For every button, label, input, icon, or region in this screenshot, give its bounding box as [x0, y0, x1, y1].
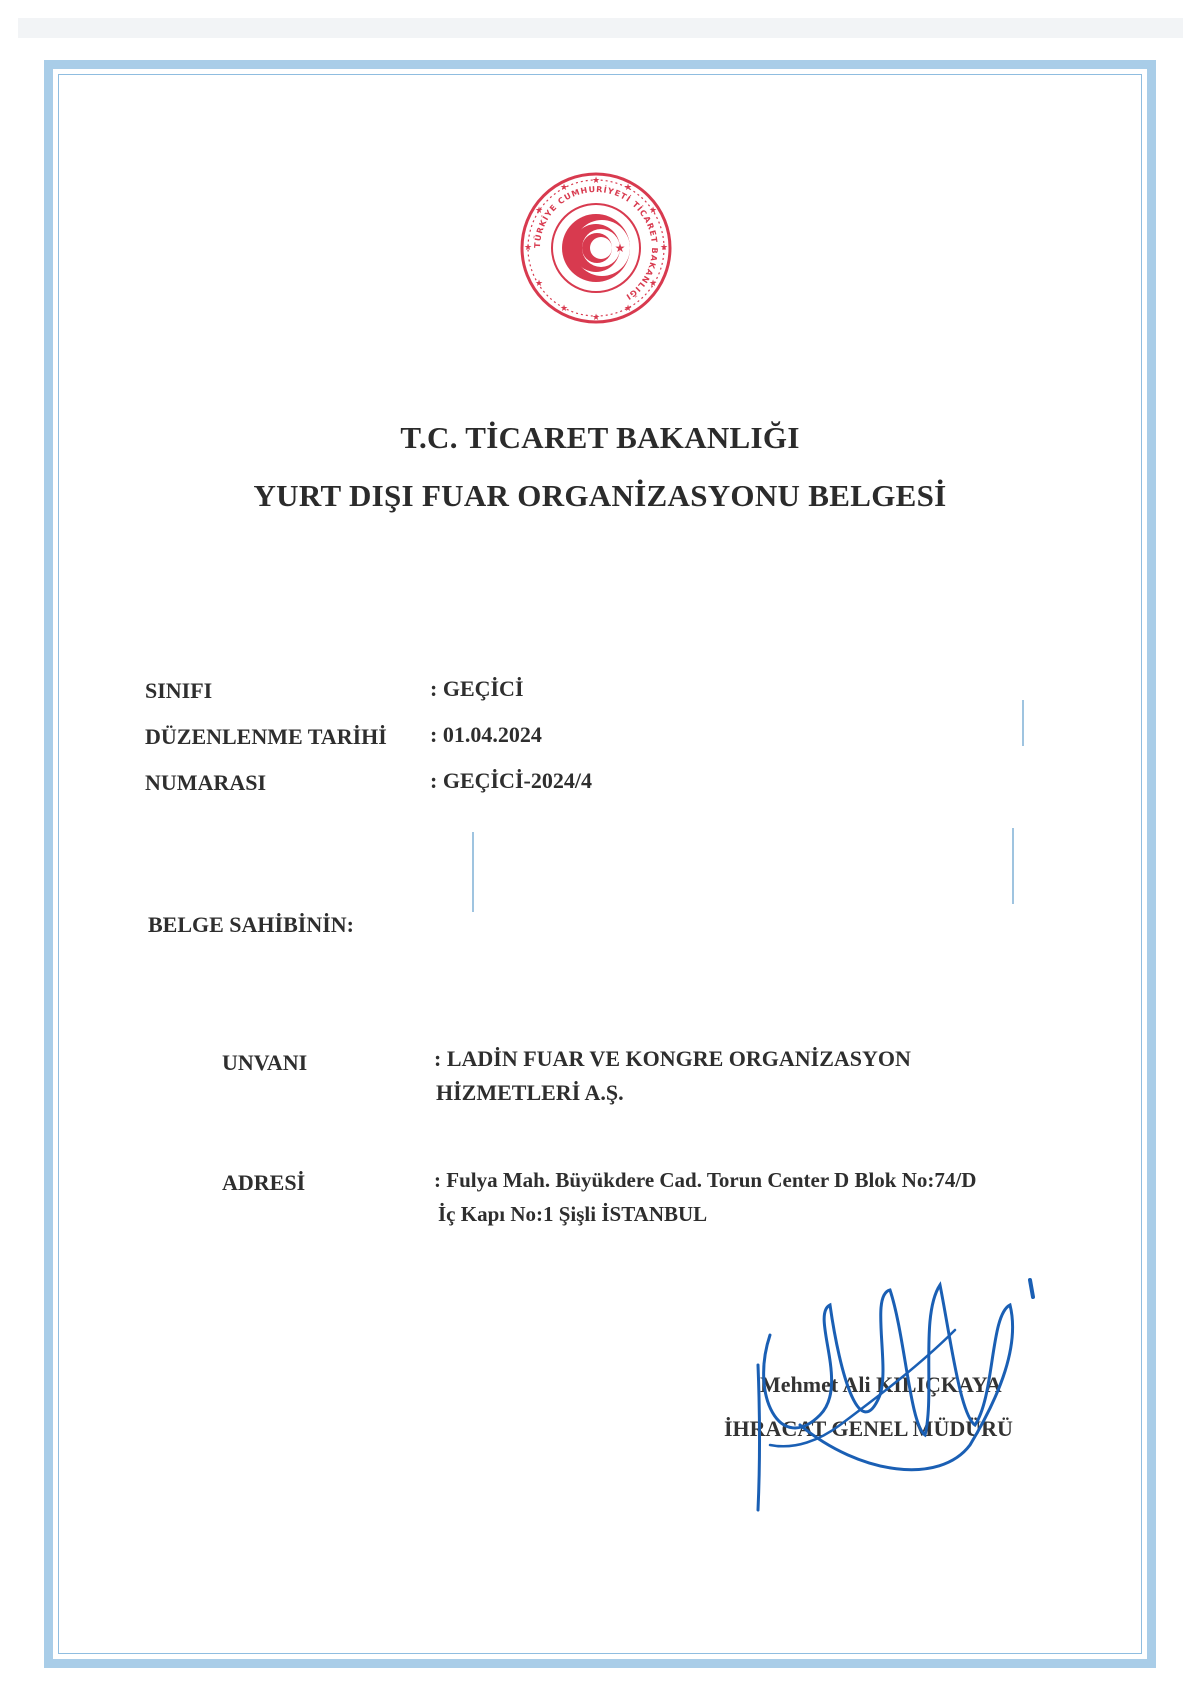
signatory-title: İHRACAT GENEL MÜDÜRÜ: [724, 1416, 1013, 1441]
document-title: YURT DIŞI FUAR ORGANİZASYONU BELGESİ: [253, 478, 947, 513]
svg-text:★: ★: [523, 243, 533, 253]
scan-mark: [472, 832, 474, 912]
holder-section-label: BELGE SAHİBİNİN:: [148, 912, 355, 937]
class-label: SINIFI: [145, 678, 213, 703]
scan-edge: [18, 18, 1183, 38]
svg-text:★: ★: [591, 313, 601, 323]
holder-address-label: ADRESİ: [222, 1170, 306, 1195]
svg-text:★: ★: [648, 279, 658, 289]
holder-address-line2: İç Kapı No:1 Şişli İSTANBUL: [438, 1202, 708, 1226]
svg-text:★: ★: [559, 183, 569, 193]
holder-address-line1: : Fulya Mah. Büyükdere Cad. Torun Center D Blok No:74/D: [434, 1168, 977, 1192]
svg-text:★: ★: [648, 206, 658, 216]
svg-text:★: ★: [659, 243, 669, 253]
holder-title-label: UNVANI: [222, 1050, 308, 1075]
holder-title-value-line1: : LADİN FUAR VE KONGRE ORGANİZASYON: [434, 1046, 911, 1071]
svg-text:★: ★: [534, 279, 544, 289]
certificate-number-label: NUMARASI: [145, 770, 266, 795]
scan-mark: [1022, 700, 1024, 746]
svg-text:★: ★: [534, 206, 544, 216]
svg-text:★: ★: [623, 304, 633, 314]
signatory-name: Mehmet Ali KILIÇKAYA: [760, 1372, 1002, 1397]
signature-icon: [740, 1275, 1060, 1515]
ministry-heading: T.C. TİCARET BAKANLIĞI: [400, 420, 800, 455]
holder-title-value-line2: HİZMETLERİ A.Ş.: [436, 1080, 624, 1105]
ministry-seal-icon: [516, 168, 676, 328]
svg-text:★: ★: [614, 241, 626, 255]
scan-mark: [1012, 828, 1014, 904]
svg-text:★: ★: [623, 183, 633, 193]
svg-text:★: ★: [559, 304, 569, 314]
certificate-number-value: : GEÇİCİ-2024/4: [430, 768, 592, 793]
seal-text: TÜRKİYE CUMHURİYETİ TİCARET BAKANLIĞI: [532, 184, 660, 302]
issue-date-label: DÜZENLENME TARİHİ: [145, 724, 387, 749]
class-value: : GEÇİCİ: [430, 676, 524, 701]
svg-text:★: ★: [591, 176, 601, 186]
issue-date-value: : 01.04.2024: [430, 722, 542, 747]
